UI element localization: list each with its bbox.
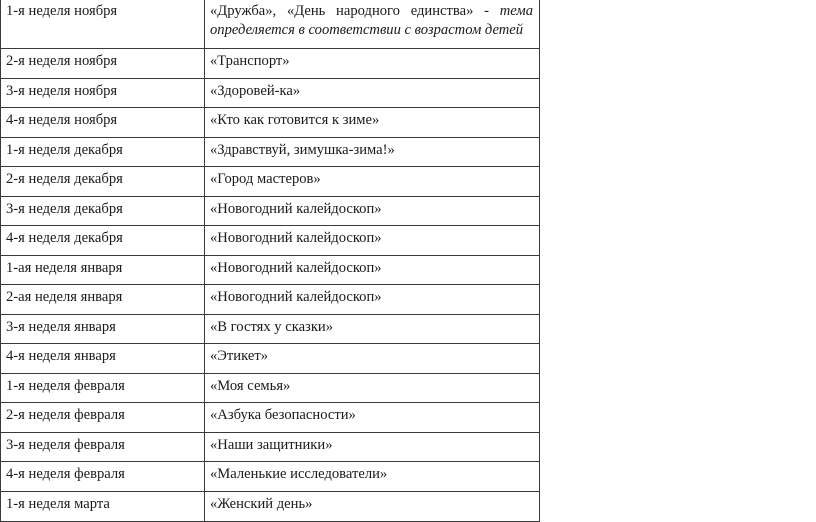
theme-cell: «В гостях у сказки» xyxy=(205,314,540,344)
week-cell: 3-я неделя ноября xyxy=(1,78,205,108)
table-row xyxy=(1,167,540,197)
theme-cell xyxy=(205,0,540,49)
week-cell: 3-я неделя декабря xyxy=(1,196,205,226)
theme-text: «Дружба», «День народного единства» - xyxy=(210,3,489,19)
table-row xyxy=(1,285,540,315)
theme-cell: «Новогодний калейдоскоп» xyxy=(205,255,540,285)
table-row xyxy=(1,137,540,167)
week-cell: 2-ая неделя января xyxy=(1,285,205,315)
table-row xyxy=(1,403,540,433)
table-row xyxy=(1,0,540,49)
theme-cell: «Кто как готовится к зиме» xyxy=(205,108,540,138)
week-cell: 1-я неделя февраля xyxy=(1,373,205,403)
theme-cell: «Маленькие исследователи» xyxy=(205,462,540,492)
table-row xyxy=(1,49,540,79)
theme-cell: «Женский день» xyxy=(205,491,540,521)
table-row xyxy=(1,108,540,138)
theme-cell: «Азбука безопасности» xyxy=(205,403,540,433)
theme-note: тема определяется в соответствии с возрастом детей xyxy=(210,3,533,38)
theme-cell: «Здоровей-ка» xyxy=(205,78,540,108)
table-row xyxy=(1,491,540,521)
week-cell: 3-я неделя февраля xyxy=(1,432,205,462)
week-cell: 4-я неделя февраля xyxy=(1,462,205,492)
table-row xyxy=(1,462,540,492)
week-cell: 4-я неделя ноября xyxy=(1,108,205,138)
theme-cell: «Транспорт» xyxy=(205,49,540,79)
week-cell: 2-я неделя ноября xyxy=(1,49,205,79)
theme-cell: «Город мастеров» xyxy=(205,167,540,197)
week-cell: 1-ая неделя января xyxy=(1,255,205,285)
table-row xyxy=(1,196,540,226)
theme-cell: «Здравствуй, зимушка-зима!» xyxy=(205,137,540,167)
week-cell: 1-я неделя марта xyxy=(1,491,205,521)
table-row xyxy=(1,78,540,108)
week-cell: 4-я неделя января xyxy=(1,344,205,374)
theme-cell: «Новогодний калейдоскоп» xyxy=(205,285,540,315)
theme-cell: «Наши защитники» xyxy=(205,432,540,462)
table-row xyxy=(1,226,540,256)
table-row xyxy=(1,255,540,285)
theme-cell: «Моя семья» xyxy=(205,373,540,403)
week-cell: 2-я неделя декабря xyxy=(1,167,205,197)
week-cell: 4-я неделя декабря xyxy=(1,226,205,256)
table-row xyxy=(1,344,540,374)
table-row xyxy=(1,373,540,403)
theme-cell: «Новогодний калейдоскоп» xyxy=(205,196,540,226)
table-row xyxy=(1,432,540,462)
theme-cell: «Этикет» xyxy=(205,344,540,374)
week-cell: 1-я неделя декабря xyxy=(1,137,205,167)
week-cell: 1-я неделя ноября xyxy=(1,0,205,49)
week-cell: 2-я неделя февраля xyxy=(1,403,205,433)
theme-cell: «Новогодний калейдоскоп» xyxy=(205,226,540,256)
table-row xyxy=(1,314,540,344)
week-cell: 3-я неделя января xyxy=(1,314,205,344)
